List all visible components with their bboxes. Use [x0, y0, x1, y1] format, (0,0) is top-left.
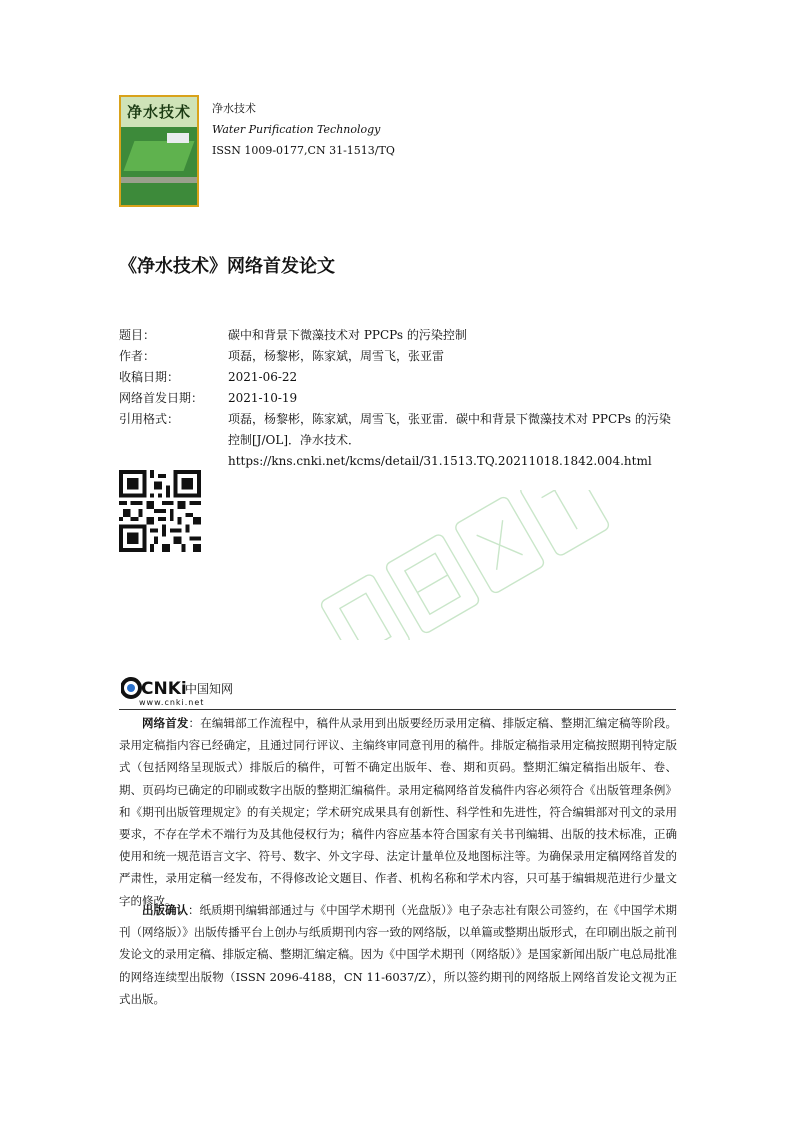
qr-code-icon	[119, 470, 201, 552]
cover-field	[124, 141, 195, 171]
meta-value: 2021-10-19	[228, 391, 298, 405]
meta-row-title	[119, 325, 678, 346]
cnki-cn-text: 中国知网	[185, 682, 234, 696]
journal-cover-image	[119, 95, 199, 207]
meta-row-published	[119, 388, 678, 409]
cover-title: 净水技术	[126, 103, 191, 121]
page-heading: 《净水技术》网络首发论文	[119, 256, 335, 277]
meta-value: 项磊，杨黎彬，陈家斌，周雪飞，张亚雷．碳中和背景下微藻技术对 PPCPs 的污染控制[J/OL]．净水技术．	[228, 412, 671, 447]
paragraph-separator: ：	[188, 716, 201, 730]
citation-url-link[interactable]: https://kns.cnki.net/kcms/detail/31.1513.TQ.20211018.1842.004.html	[228, 454, 652, 468]
paragraph-online-first	[119, 712, 677, 912]
meta-row-url	[119, 451, 678, 472]
meta-value: 2021-06-22	[228, 370, 298, 384]
journal-name-cn: 净水技术	[212, 102, 256, 115]
meta-row-received	[119, 367, 678, 388]
cover-building	[167, 133, 189, 143]
paragraph-lead: 网络首发	[142, 716, 189, 730]
meta-label: 引用格式：	[119, 412, 180, 426]
meta-label	[119, 451, 228, 472]
paragraph-text: 纸质期刊编辑部通过与《中国学术期刊（光盘版）》电子杂志社有限公司签约，在《中国学术期刊（网络版）》出版传播平台上创办与纸质期刊内容一致的网络版，以单篇或整期出版形式，在印刷出版之前刊发论文的录用定稿、排版定稿、整期汇编定稿。因为《中国学术期刊（网络版）》是国家新闻出版广电总局批准的网络连续型出版物（ISSN 2096-4188，CN 11-6037/Z），所以签约期刊的网络版上网络首发论文视为正式出版。	[119, 903, 678, 1006]
cnki-brand-text: CNKi	[141, 679, 187, 699]
cover-road	[121, 177, 197, 183]
cnki-logo-icon	[121, 673, 241, 707]
journal-info	[212, 98, 395, 161]
journal-name-en: Water Purification Technology	[212, 123, 381, 136]
meta-row-authors	[119, 346, 678, 367]
meta-label: 收稿日期：	[119, 370, 180, 384]
divider-line	[119, 709, 676, 710]
paragraph-separator: ：	[188, 903, 200, 917]
meta-value: 碳中和背景下微藻技术对 PPCPs 的污染控制	[228, 328, 467, 342]
paragraph-text: 在编辑部工作流程中，稿件从录用到出版要经历录用定稿、排版定稿、整期汇编定稿等阶段。录用定稿指内容已经确定，且通过同行评议、主编终审同意刊用的稿件。排版定稿指录用定稿按照期刊特定版式（包括网络呈现版式）排版后的稿件，可暂不确定出版年、卷、期和页码。整期汇编定稿指出版年、卷、期、页码均已确定的印刷或数字出版的整期汇编稿件。录用定稿网络首发稿件内容必须符合《出版管理条例》和《期刊出版管理规定》的有关规定；学术研究成果具有创新性、科学性和先进性，符合编辑部对刊文的录用要求，不存在学术不端行为及其他侵权行为；稿件内容应基本符合国家有关书刊编辑、出版的技术标准，正确使用和统一规范语言文字、符号、数字、外文字母、法定计量单位及地图标注等。为确保录用定稿网络首发的严肃性，录用定稿一经发布，不得修改论文题目、作者、机构名称和学术内容，只可基于编辑规范进行少量文字的修改。	[119, 716, 678, 908]
cnki-watermark-image	[300, 490, 630, 640]
meta-label: 作者：	[119, 349, 156, 363]
meta-label: 题目：	[119, 328, 156, 342]
meta-row-citation	[119, 409, 678, 451]
journal-issn: ISSN 1009-0177,CN 31-1513/TQ	[212, 144, 395, 157]
meta-value: 项磊，杨黎彬，陈家斌，周雪飞，张亚雷	[228, 349, 445, 363]
article-metadata	[119, 325, 678, 472]
paragraph-publication-confirmation	[119, 899, 677, 1010]
cnki-url-text: www.cnki.net	[139, 698, 205, 707]
paragraph-lead: 出版确认	[142, 903, 189, 917]
meta-label: 网络首发日期：	[119, 391, 204, 405]
